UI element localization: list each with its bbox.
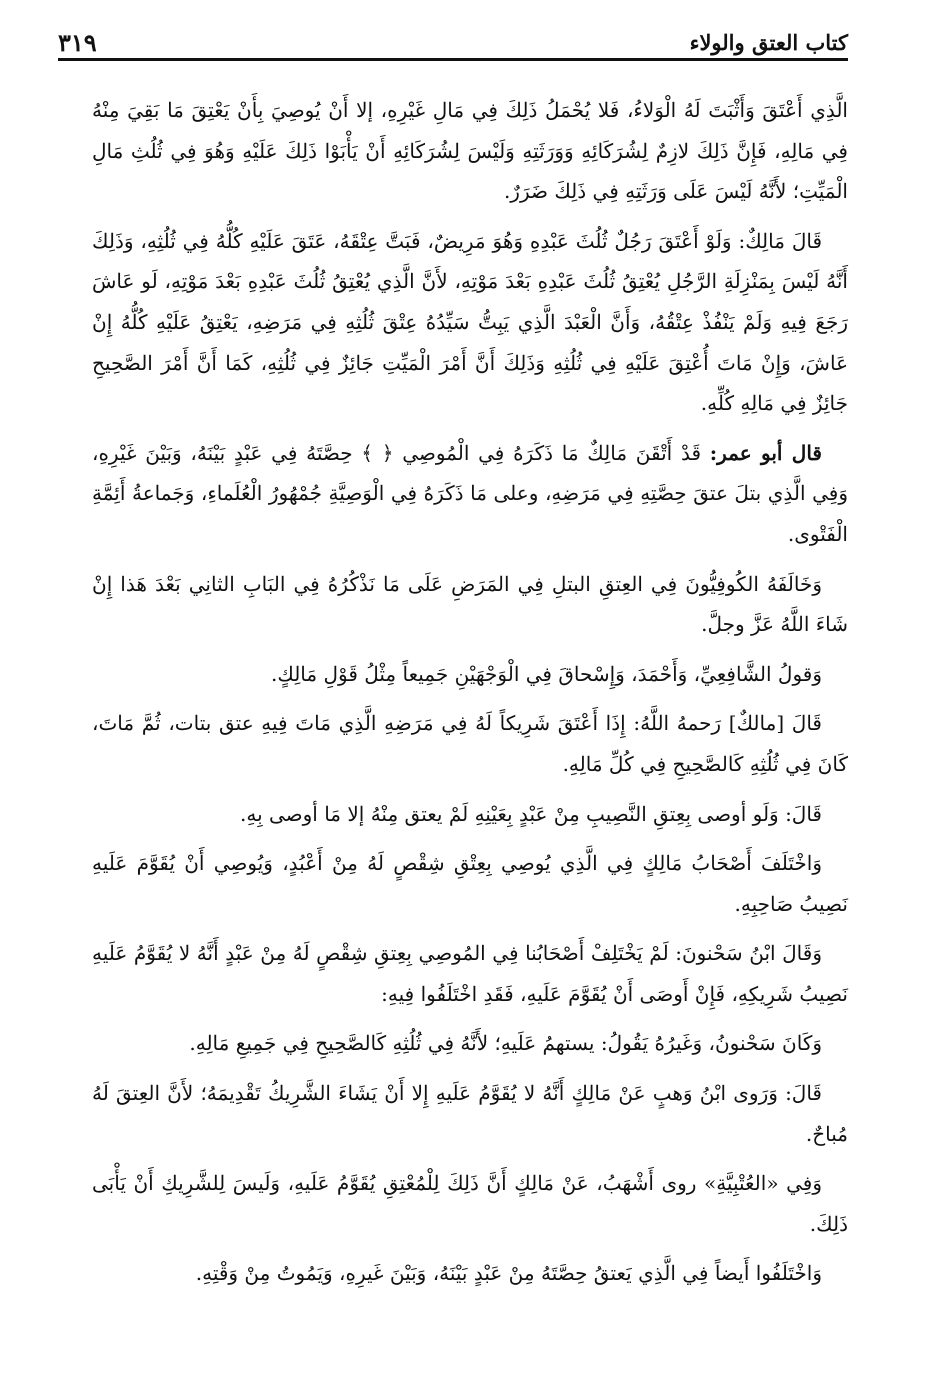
page-header <box>58 22 848 58</box>
paragraph: الَّذِي أَعْتَقَ وَأَثْبَتَ لَهُ الْوَلاءُ، فَلا يُحْمَلُ ذَلِكَ فِي مَالِ غَيْرِهِ، إلا أَنْ يُوصِيَ بِأَنْ يَعْتِقَ مَا بَقِيَ مِنْهُ فِي مَالِهِ، فَإِنَّ ذَلِكَ لازِمٌ لِشُرَكَائِهِ وَوَرَثَتِهِ وَلَيْسَ لِشُرَكَائِهِ أَنْ يَأْبَوْا ذَلِكَ عَلَيْهِ وَهُوَ فِي ثُلُثِ مَالِ الْمَيِّتِ؛ لأَنَّهُ لَيْسَ عَلَى وَرَثَتِهِ فِي ذَلِكَ ضَرَرٌ. <box>92 98 848 204</box>
paragraph: وَاخْتَلَفُوا أَيضاً فِي الَّذِي يَعتقُ حِصَّتَهُ مِنْ عَبْدٍ بَيْنَهُ، وَبَيْنَ غَيرِهِ، وَيَمُوتُ مِنْ وَقْتِهِ. <box>195 1261 822 1286</box>
paragraph: وَقَالَ ابْنُ سَحْنونَ: لَمْ يَخْتَلِفْ أَصْحَابُنا فِي المُوصِي بِعِتقِ شِقْصٍ لَهُ مِنْ عَبْدٍ أَنَّهُ لا يُقَوَّمُ عَلَيهِ نَصِيبُ شَرِيكِهِ، فَإِنْ أَوصَى أَنْ يُقَوَّمَ عَلَيهِ، فَقَدِ اخْتَلَفُوا فِيهِ: <box>92 941 848 1006</box>
paragraph: وَاخْتَلَفَ أَصْحَابُ مَالِكٍ فِي الَّذِي يُوصِي بِعِتْقِ شِقْصٍ لَهُ مِنْ أَعْبُدٍ، وَيُوصِي أَنْ يُقَوَّمَ عَلَيهِ نَصِيبُ صَاحِبِهِ. <box>92 851 848 916</box>
running-title: كتاب العتق والولاء <box>689 30 848 55</box>
paragraph: وَخَالَفَهُ الكُوفِيُّونَ فِي العِتقِ البتلِ فِي المَرَضِ عَلَى مَا نَذْكُرُهُ فِي البَابِ الثانِي بَعْدَ هَذا إِنْ شَاءَ اللَّهُ عَزَّ وجلَّ. <box>92 571 848 637</box>
paragraph: قَالَ: وَلَو أوصى بِعِتقِ النَّصِيبِ مِنْ عَبْدٍ بِعَيْنِهِ لَمْ يعتق مِنْهُ إلا مَا أوصى بِهِ. <box>239 801 822 826</box>
page-number: ٣١٩ <box>58 28 97 57</box>
paragraph: قَالَ: وَرَوى ابْنُ وَهبٍ عَنْ مَالِكٍ أَنَّهُ لا يُقَوَّمُ عَلَيهِ إِلا أَنْ يَشَاءَ الشَّرِيكُ تَقْدِيمَهُ؛ لأَنَّ العِتقَ لَهُ مُباحٌ. <box>92 1081 848 1146</box>
paragraph: وَفِي «العُتْبِيَّةِ» روى أَشْهَبُ، عَنْ مَالِكٍ أَنَّ ذَلِكَ لِلْمُعْتِقِ يُقَوَّمُ عَلَيهِ، وَلَيسَ لِلشَّرِيكِ أَنْ يَأْبَى ذَلِكَ. <box>92 1171 848 1236</box>
paragraph <box>92 433 848 555</box>
paragraph: وَقولُ الشَّافِعِيِّ، وَأَحْمَدَ، وَإِسْحاقَ فِي الْوَجْهَيْنِ جَمِيعاً مِثْلُ قَوْلِ مَالِكٍ. <box>271 661 822 686</box>
paragraph: قَالَ [مالكٌ] رَحمهُ اللَّهُ: إِذَا أَعْتَقَ شَرِيكاً لَهُ فِي مَرَضِهِ الَّذِي مَاتَ فِيهِ عتق بتات، ثُمَّ مَاتَ، كَانَ فِي ثُلُثِهِ كَالصَّحِيحِ فِي كُلِّ مَالِهِ. <box>92 711 848 776</box>
paragraph: قَالَ مَالِكٌ: وَلَوْ أَعْتَقَ رَجُلٌ ثُلُثَ عَبْدِهِ وَهُوَ مَرِيضٌ، فَبَتَّ عِتْقَهُ، عَتَقَ عَلَيْهِ كُلُّهُ فِي ثُلُثِهِ، وَذَلِكَ أَنَّهُ لَيْسَ بِمَنْزِلَةِ الرَّجُلِ يُعْتِقُ ثُلُثَ عَبْدِهِ بَعْدَ مَوْتِهِ، لأَنَّ الَّذِي يُعْتِقُ ثُلُثَ عَبْدِهِ بَعْدَ مَوْتِهِ، لَو عَاشَ رَجَعَ فِيهِ وَلَمْ يَنْفُذْ عِتْقُهُ، وَأَنَّ الْعَبْدَ الَّذِي يَبِتُّ سَيِّدُهُ عِتْقَ ثُلُثِهِ فِي مَرَضِهِ، يَعْتِقُ عَلَيْهِ كُلُّهُ إِنْ عَاشَ، وَإِنْ مَاتَ أُعْتِقَ عَلَيْهِ فِي ثُلُثِهِ وَذَلِكَ أَنَّ أَمْرَ الْمَيِّتِ جَائِزٌ فِي ثُلُثِهِ، كَمَا أَنَّ أَمْرَ الصَّحِيحِ جَائِزٌ فِي مَالِهِ كُلِّهِ. <box>92 228 849 416</box>
speaker-label: قال أبو عمر: <box>709 440 822 465</box>
body-text <box>92 90 848 1303</box>
paragraph: وَكَانَ سَحْنونُ، وَغَيرُهُ يَقُولُ: يستهمُ عَلَيهِ؛ لأَنَّهُ فِي ثُلُثِهِ كَالصَّحِيحِ فِي جَمِيعِ مَالِهِ. <box>189 1031 822 1056</box>
paragraph-text: قَدْ أَتْقَنَ مَالِكٌ مَا ذَكَرَهُ فِي الْمُوصِي ﴿ ﴾ حِصَّتَهُ فِي عَبْدٍ بَيْنَهُ، وَبَيْنَ غَيْرِهِ، وَفِي الَّذِي بتلَ عتقَ حِصَّتِهِ فِي مَرَضِهِ، وعلى مَا ذَكَرَهُ فِي الْوَصِيَّةِ جُمْهُورُ الْعُلَماءِ، وَجَماعةُ أَئِمَّةِ الْفَتْوى. <box>92 440 848 546</box>
header-rule <box>58 58 848 61</box>
